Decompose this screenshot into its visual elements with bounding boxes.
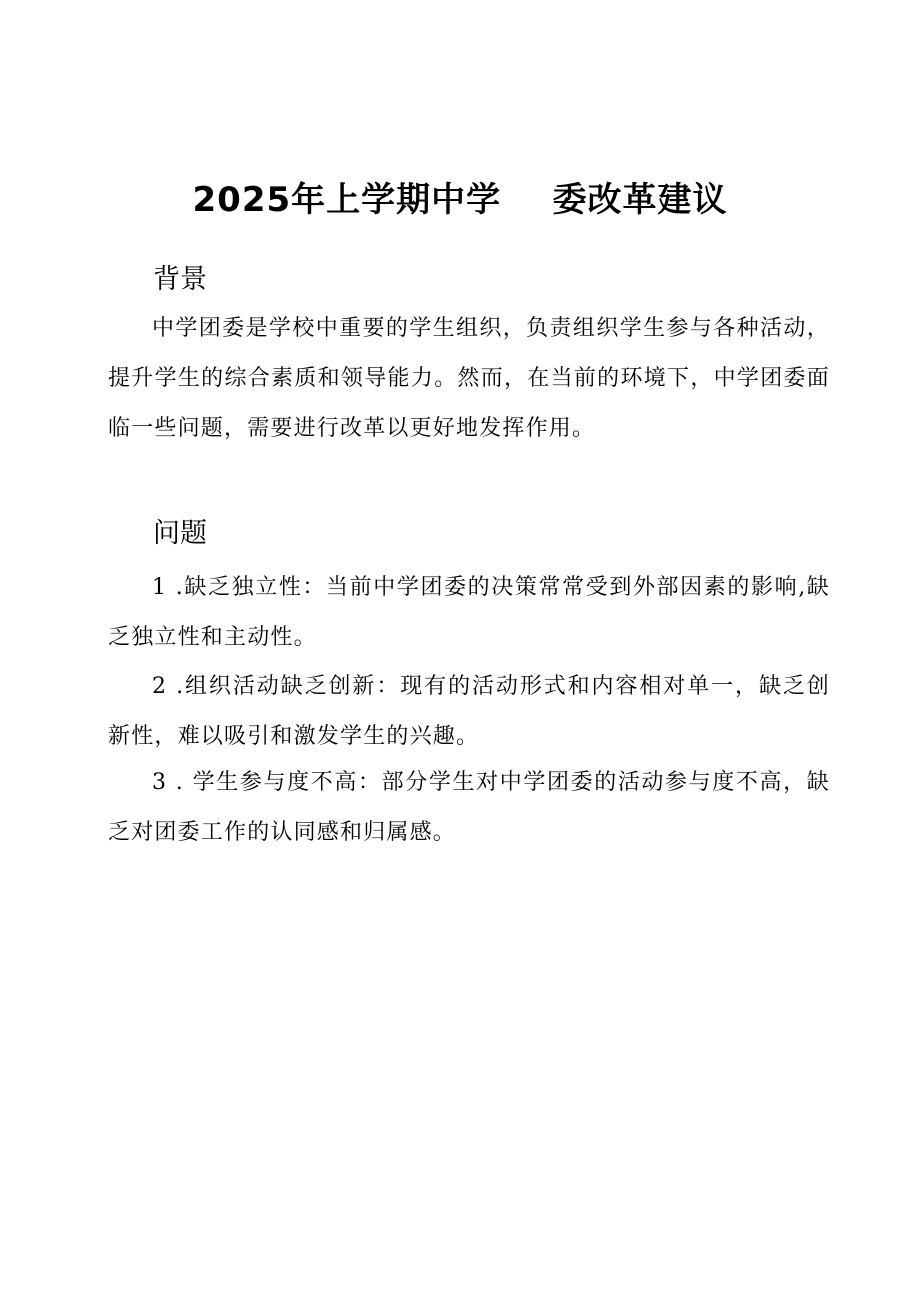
problem-item-1: 1 .缺乏独立性：当前中学团委的决策常常受到外部因素的影响,缺乏独立性和主动性。 (108, 575, 830, 650)
section-heading-problems: 问题 (153, 518, 207, 549)
problem-item-2: 2 .组织活动缺乏创新：现有的活动形式和内容相对单一，缺乏创新性，难以吸引和激发学生的兴趣。 (108, 674, 830, 749)
section-heading-background: 背景 (153, 264, 207, 295)
document-title: 2025年上学期中学 委改革建议 (192, 180, 728, 220)
problem-item-3: 3 . 学生参与度不高：部分学生对中学团委的活动参与度不高，缺乏对团委工作的认同感和归属感。 (108, 770, 830, 845)
paragraph-background: 中学团委是学校中重要的学生组织，负责组织学生参与各种活动，提升学生的综合素质和领导能力。然而，在当前的环境下，中学团委面临一些问题，需要进行改革以更好地发挥作用。 (108, 316, 830, 441)
